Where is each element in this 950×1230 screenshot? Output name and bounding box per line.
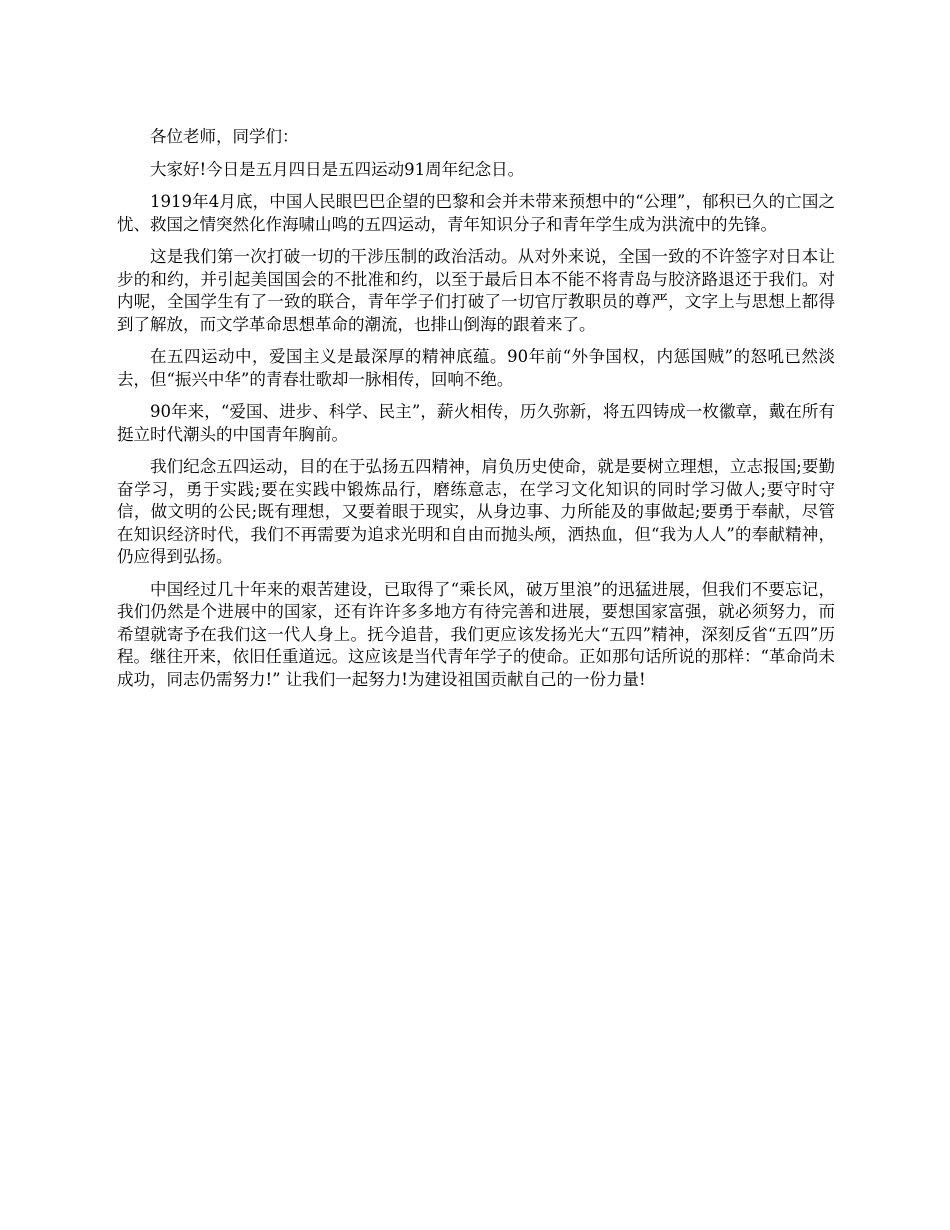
paragraph-ninety-years: 90年来，“爱国、进步、科学、民主”，薪火相传，历久弥新，将五四铸成一枚徽章，戴在所有挺立时代潮头的中国青年胸前。 [117,402,835,444]
speech-text-body [117,126,835,701]
paragraph-greeting: 大家好!今日是五月四日是五四运动91周年纪念日。 [150,159,525,179]
paragraph-salutation: 各位老师，同学们： [150,127,299,146]
paragraph-conclusion: 中国经过几十年来的艰苦建设，已取得了“乘长风，破万里浪”的迅猛进展，但我们不要忘记，我们仍然是个进展中的国家，还有许许多多地方有待完善和进展，要想国家富强，就必须努力，而希望就寄予在我们这一代人身上。抚今追昔，我们更应该发扬光大“五四”精神，深刻反省“五四”历程。继往开来，依旧任重道远。这应该是当代青年学子的使命。正如那句话所说的那样：“革命尚未成功，同志仍需努力!” 让我们一起努力!为建设祖国贡献自己的一份力量! [117,579,835,689]
paragraph-patriotism: 在五四运动中，爱国主义是最深厚的精神底蕴。90年前“外争国权，内惩国贼”的怒吼已然淡去，但“振兴中华”的青春壮歌却一脉相传，回响不绝。 [117,347,835,389]
paragraph-history: 1919年4月底，中国人民眼巴巴企望的巴黎和会并未带来预想中的“公理”，郁积已久的亡国之忧、救国之情突然化作海啸山鸣的五四运动，青年知识分子和青年学生成为洪流中的先锋。 [117,192,835,234]
paragraph-commemoration: 我们纪念五四运动，目的在于弘扬五四精神，肩负历史使命，就是要树立理想，立志报国;要勤奋学习，勇于实践;要在实践中锻炼品行，磨练意志，在学习文化知识的同时学习做人;要守时守信，做文明的公民;既有理想，又要着眼于现实，从身边事、力所能及的事做起;要勇于奉献，尽管在知识经济时代，我们不再需要为追求光明和自由而抛头颅，洒热血，但“我为人人”的奉献精神，仍应得到弘扬。 [117,457,835,566]
paragraph-significance: 这是我们第一次打破一切的干涉压制的政治活动。从对外来说，全国一致的不许签字对日本让步的和约，并引起美国国会的不批准和约，以至于最后日本不能不将青岛与胶济路退还于我们。对内呢，全国学生有了一致的联合，青年学子们打破了一切官厅教职员的尊严，文字上与思想上都得到了解放，而文学革命思想革命的潮流，也排山倒海的跟着来了。 [117,247,835,334]
